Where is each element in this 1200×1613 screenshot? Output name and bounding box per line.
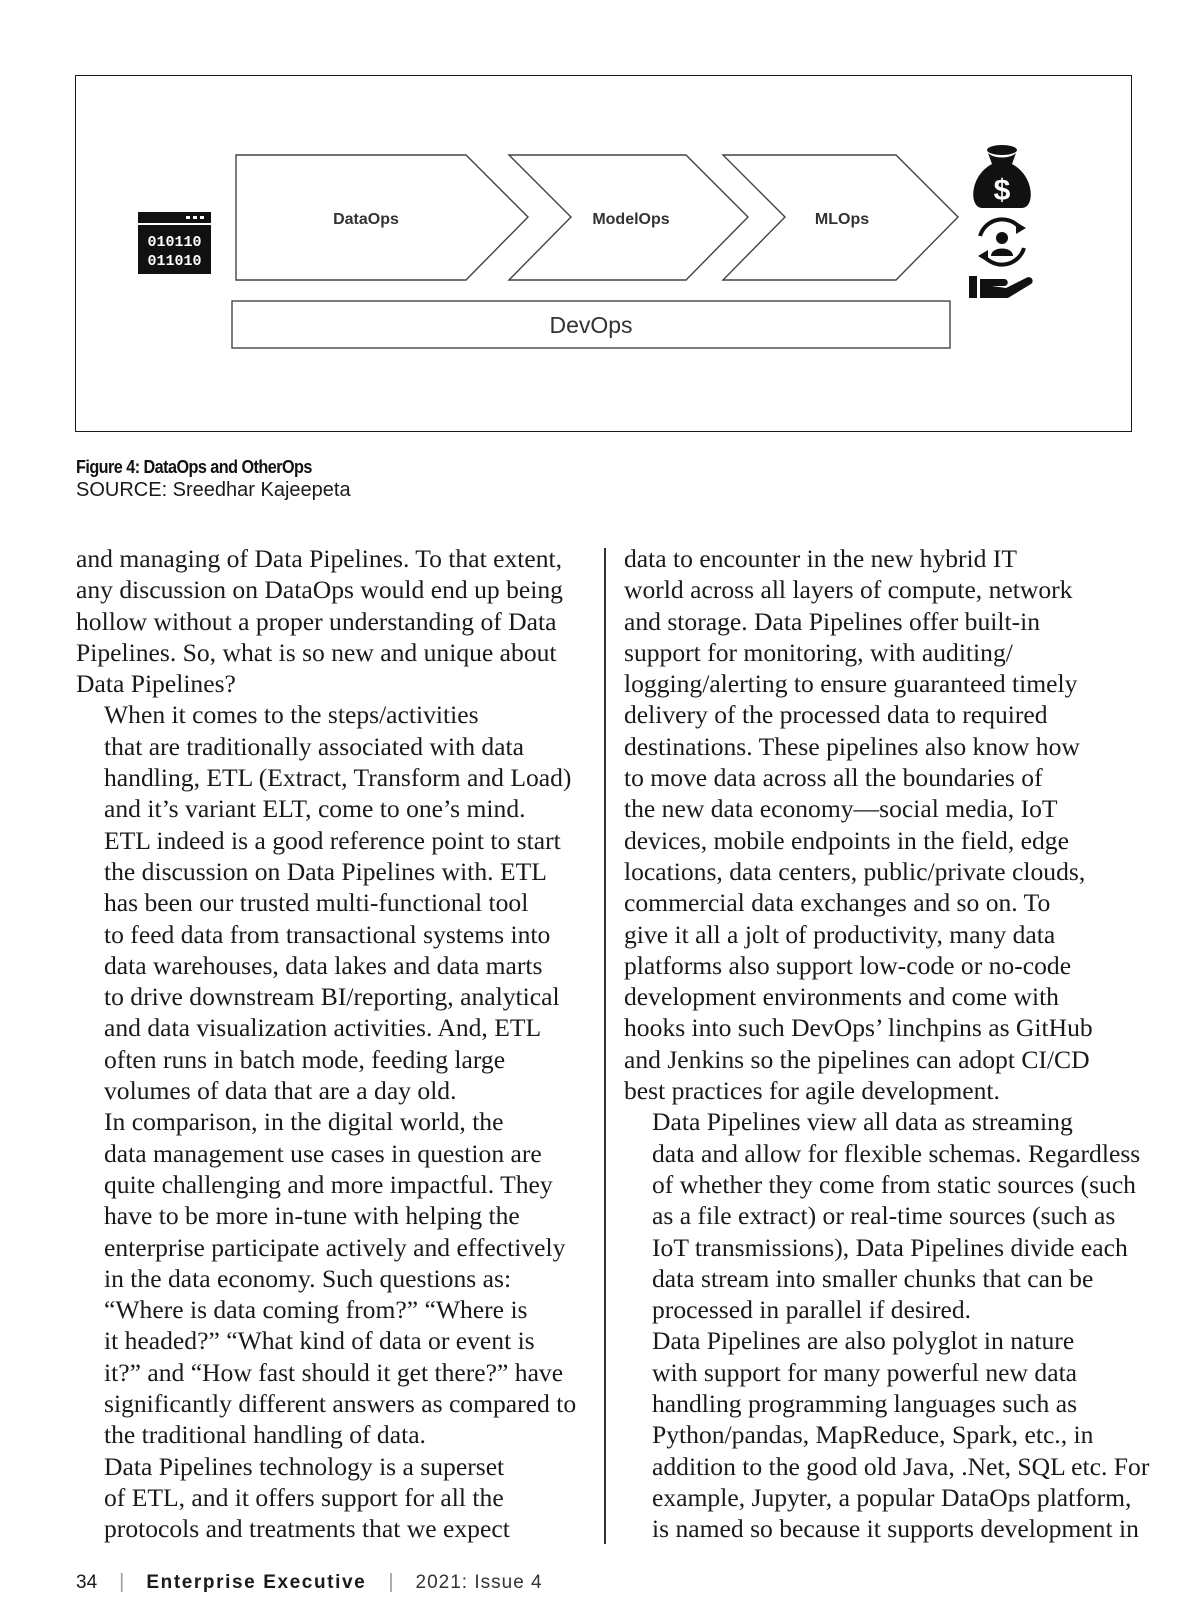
text-line: often runs in batch mode, feeding large (104, 1044, 506, 1074)
right-column-paragraph (624, 543, 1129, 1106)
dataops-diagram (76, 76, 1133, 433)
devops-label: DevOps (549, 312, 633, 338)
text-line: the new data economy—social media, IoT (624, 794, 1058, 824)
magazine-name: Enterprise Executive (146, 1571, 367, 1593)
text-line: “Where is data coming from?” “Where is (104, 1295, 528, 1325)
text-line: have to be more in-tune with helping the (104, 1201, 520, 1231)
text-line: processed in parallel if desired. (652, 1295, 972, 1325)
text-line: data and allow for flexible schemas. Regardless (652, 1138, 1141, 1168)
text-line: that are traditionally associated with data (104, 731, 525, 761)
text-line: data warehouses, data lakes and data marts (104, 950, 543, 980)
left-column-paragraph (76, 543, 581, 699)
text-line: is named so because it supports development in (652, 1514, 1139, 1544)
left-column (76, 543, 581, 1545)
text-line: and managing of Data Pipelines. To that extent, (76, 544, 563, 573)
issue-label: 2021: Issue 4 (415, 1571, 543, 1593)
text-line: in the data economy. Such questions as: (104, 1263, 512, 1293)
stage-modelops (509, 155, 748, 280)
text-line: Data Pipelines view all data as streaming (652, 1107, 1073, 1137)
text-line: protocols and treatments that we expect (104, 1514, 510, 1544)
text-line: Data Pipelines are also polyglot in nature (652, 1326, 1075, 1356)
text-line: of whether they come from static sources (such (652, 1169, 1136, 1199)
text-line: Data Pipelines? (76, 669, 236, 699)
text-line: give it all a jolt of productivity, many data (624, 919, 1056, 949)
right-column-paragraph (624, 1325, 1150, 1544)
text-line: has been our trusted multi-functional tool (104, 888, 529, 918)
money-bag-icon (973, 145, 1031, 208)
text-line: significantly different answers as compared to (104, 1389, 577, 1419)
right-column (624, 543, 1150, 1545)
text-line: volumes of data that are a day old. (104, 1076, 457, 1106)
binary-line-1: 010110 (147, 234, 202, 251)
text-line: In comparison, in the digital world, the (104, 1107, 504, 1137)
text-line: IoT transmissions), Data Pipelines divide each (652, 1232, 1128, 1262)
stage-mlops (723, 155, 958, 280)
text-line: best practices for agile development. (624, 1076, 1000, 1106)
text-line: and Jenkins so the pipelines can adopt CI/CD (624, 1044, 1090, 1074)
text-line: and data visualization activities. And, ETL (104, 1013, 542, 1043)
text-line: Python/pandas, MapReduce, Spark, etc., in (652, 1420, 1094, 1450)
text-line: data to encounter in the new hybrid IT (624, 544, 1018, 573)
text-line: data stream into smaller chunks that can be (652, 1263, 1094, 1293)
text-line: it headed?” “What kind of data or event is (104, 1326, 535, 1356)
stage-modelops-label: ModelOps (592, 211, 670, 228)
binary-line-2: 011010 (147, 253, 202, 270)
binary-data-icon (138, 212, 211, 274)
text-line: the discussion on Data Pipelines with. ETL (104, 856, 547, 886)
svg-text:$: $ (993, 174, 1011, 207)
text-line: quite challenging and more impactful. They (104, 1169, 553, 1199)
text-line: devices, mobile endpoints in the field, edge (624, 825, 1069, 855)
text-line: hollow without a proper understanding of Data (76, 606, 557, 636)
footer-separator-2: | (388, 1571, 394, 1593)
text-line: destinations. These pipelines also know how (624, 731, 1080, 761)
text-line: example, Jupyter, a popular DataOps platform, (652, 1482, 1132, 1512)
text-line: delivery of the processed data to required (624, 700, 1048, 730)
text-line: data management use cases in question are (104, 1138, 542, 1168)
column-divider (604, 548, 606, 1544)
left-column-paragraph (76, 1106, 581, 1450)
footer-separator-1: | (119, 1571, 125, 1593)
text-line: ETL indeed is a good reference point to start (104, 825, 561, 855)
text-line: commercial data exchanges and so on. To (624, 888, 1051, 918)
left-column-paragraph (76, 699, 581, 1106)
text-line: any discussion on DataOps would end up being (76, 575, 563, 605)
text-line: logging/alerting to ensure guaranteed timely (624, 669, 1078, 699)
text-line: Data Pipelines technology is a superset (104, 1451, 505, 1481)
text-line: and storage. Data Pipelines offer built-in (624, 606, 1041, 636)
text-line: with support for many powerful new data (652, 1357, 1078, 1387)
stage-dataops (236, 155, 528, 280)
text-line: the traditional handling of data. (104, 1420, 426, 1450)
text-line: platforms also support low-code or no-code (624, 950, 1072, 980)
right-column-paragraph (624, 1106, 1141, 1325)
text-line: to move data across all the boundaries of (624, 763, 1043, 793)
text-line: handling, ETL (Extract, Transform and Load) (104, 763, 572, 793)
stage-dataops-label: DataOps (333, 211, 399, 228)
page-number: 34 (76, 1571, 98, 1593)
figure-4 (75, 75, 1132, 432)
text-line: enterprise participate actively and effectively (104, 1232, 566, 1262)
text-line: addition to the good old Java, .Net, SQL etc. For (652, 1451, 1150, 1481)
text-line: to drive downstream BI/reporting, analytical (104, 982, 560, 1012)
page-footer (76, 1571, 543, 1594)
figure-title: Figure 4: DataOps and OtherOps (76, 457, 312, 477)
text-line: to feed data from transactional systems into (104, 919, 551, 949)
text-line: it?” and “How fast should it get there?” have (104, 1357, 564, 1387)
text-line: of ETL, and it offers support for all the (104, 1482, 504, 1512)
text-line: hooks into such DevOps’ linchpins as GitHub (624, 1013, 1093, 1043)
text-line: as a file extract) or real-time sources (such as (652, 1201, 1116, 1231)
text-line: world across all layers of compute, network (624, 575, 1073, 605)
stage-mlops-label: MLOps (814, 211, 870, 228)
devops-bar (232, 301, 950, 348)
left-column-paragraph (76, 1451, 581, 1545)
text-line: and it’s variant ELT, come to one’s mind. (104, 794, 526, 824)
text-line: handling programming languages such as (652, 1389, 1078, 1419)
text-line: Pipelines. So, what is so new and unique about (76, 637, 557, 667)
text-line: locations, data centers, public/private clouds, (624, 856, 1086, 886)
figure-caption (76, 456, 351, 502)
customer-care-hand-icon (969, 219, 1033, 298)
text-line: When it comes to the steps/activities (104, 700, 479, 730)
text-line: development environments and come with (624, 982, 1059, 1012)
figure-source: SOURCE: Sreedhar Kajeepeta (76, 479, 351, 501)
text-line: support for monitoring, with auditing/ (624, 637, 1013, 667)
